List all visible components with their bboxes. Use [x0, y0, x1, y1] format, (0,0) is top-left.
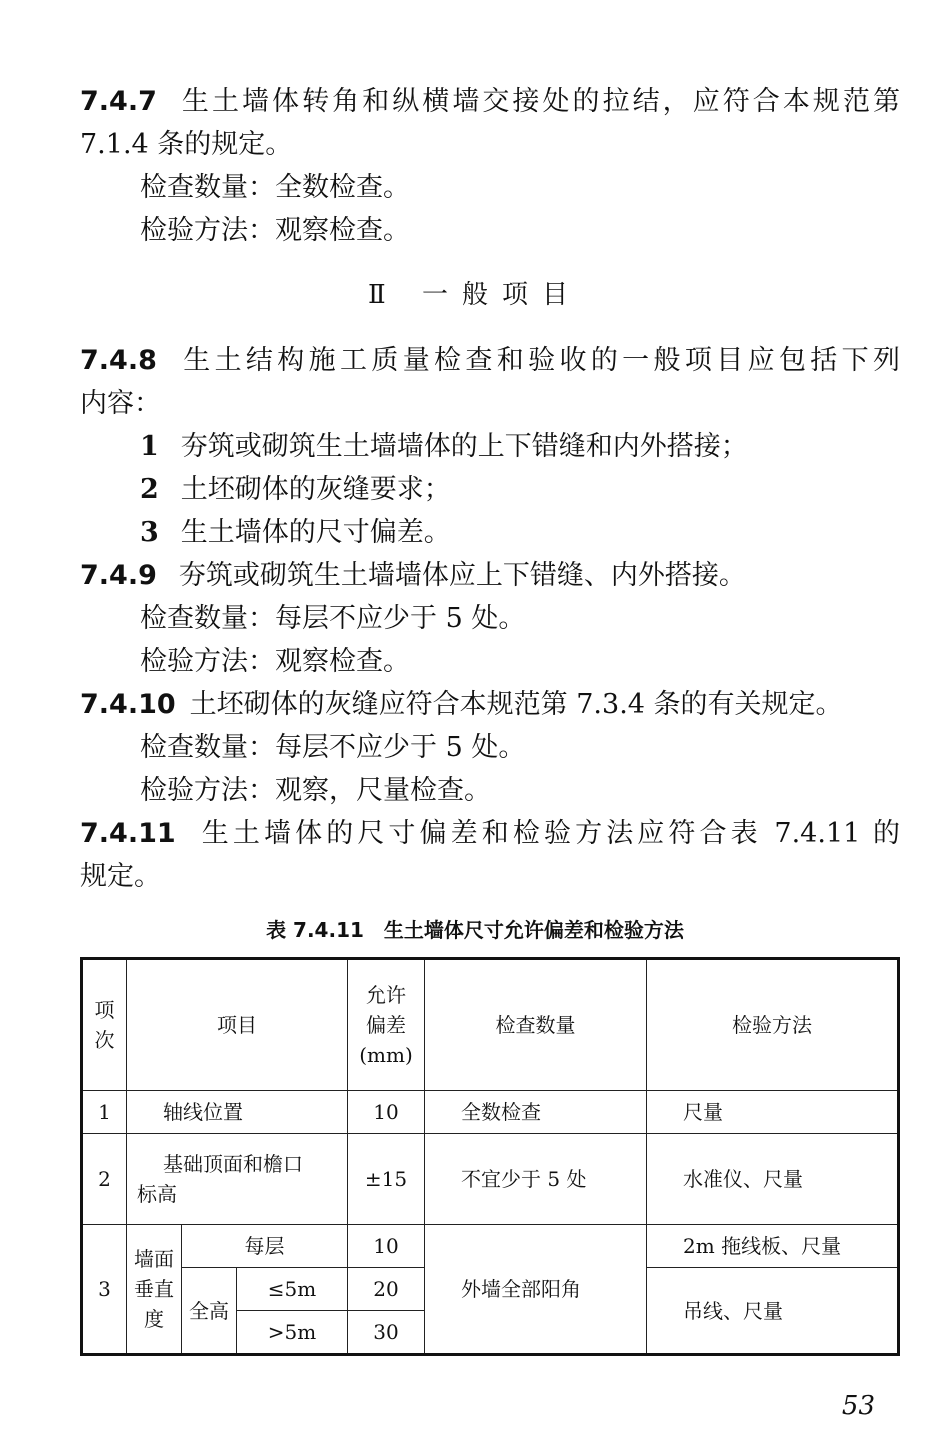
list-item-number: 1 — [140, 431, 159, 462]
clause-747-line2: 7.1.4 条的规定。 — [80, 129, 293, 160]
clause-text: 土坯砌体的灰缝应符合本规范第 7.3.4 条的有关规定。 — [189, 689, 843, 720]
section-heading: Ⅱ 一般项目 — [368, 280, 582, 310]
cell-quantity: 外墙全部阳角 — [425, 1225, 647, 1355]
clause-text: 生土墙体转角和纵横墙交接处的拉结，应符合本规范第 — [178, 86, 900, 117]
clause-text: 生土结构施工质量检查和验收的一般项目应包括下列 — [178, 345, 900, 376]
cell-group-l3: 度 — [144, 1307, 164, 1331]
cell-item-l2: 标高 — [137, 1182, 177, 1206]
header-tolerance-l1: 允许 — [366, 983, 407, 1007]
list-item — [140, 425, 900, 468]
check-method: 检验方法：观察检查。 — [140, 215, 410, 246]
clause-text: 生土墙体的尺寸偏差和检验方法应符合表 7.4.11 的 — [197, 818, 900, 849]
cell-no: 3 — [82, 1225, 127, 1355]
check-method: 检验方法：观察，尺量检查。 — [140, 775, 491, 806]
header-tolerance-l2: 偏差 — [366, 1013, 407, 1037]
header-item: 项目 — [127, 959, 348, 1091]
cell-no: 2 — [82, 1134, 127, 1225]
clause-text: 夯筑或砌筑生土墙墙体应上下错缝、内外搭接。 — [178, 560, 746, 591]
cell-method: 2m 拖线板、尺量 — [647, 1225, 899, 1268]
clause-number: 7.4.8 — [80, 345, 157, 376]
cell-full-height: 全高 — [182, 1268, 237, 1355]
cell-item: 轴线位置 — [127, 1091, 348, 1134]
page-number: 53 — [841, 1391, 875, 1421]
cell-tolerance: 20 — [348, 1268, 425, 1311]
clause-number: 7.4.11 — [80, 818, 176, 849]
table-header-row — [82, 959, 899, 1091]
list-item-text: 生土墙体的尺寸偏差。 — [180, 517, 451, 548]
list-item-number: 3 — [140, 517, 159, 548]
header-quantity: 检查数量 — [425, 959, 647, 1091]
clause-number: 7.4.10 — [80, 689, 176, 720]
clause-number: 7.4.9 — [80, 560, 157, 591]
clause-747-line1 — [80, 80, 900, 123]
list-item-text: 土坯砌体的灰缝要求； — [180, 474, 451, 505]
clause-748-line1 — [80, 339, 900, 382]
table-row — [82, 1225, 899, 1268]
clause-748-line2: 内容： — [80, 388, 161, 419]
table-row — [82, 1134, 899, 1225]
clause-7411-line2: 规定。 — [80, 861, 161, 892]
list-item — [140, 468, 900, 511]
cell-method: 尺量 — [647, 1091, 899, 1134]
clause-7410 — [80, 683, 900, 726]
check-method: 检验方法：观察检查。 — [140, 646, 410, 677]
cell-group — [127, 1225, 182, 1355]
table-title: 表 7.4.11 生土墙体尺寸允许偏差和检验方法 — [266, 918, 684, 942]
cell-tolerance: ±15 — [348, 1134, 425, 1225]
table-row — [82, 1091, 899, 1134]
cell-item-l1: 基础顶面和檐口 — [163, 1152, 303, 1176]
header-no-text: 项次 — [94, 998, 115, 1052]
cell-le5: ≤5m — [237, 1268, 348, 1311]
cell-tolerance: 30 — [348, 1311, 425, 1355]
clause-7411-line1 — [80, 812, 900, 855]
clause-number: 7.4.7 — [80, 86, 157, 117]
check-quantity: 检查数量：全数检查。 — [140, 172, 410, 203]
cell-method: 水准仪、尺量 — [647, 1134, 899, 1225]
header-no — [82, 959, 127, 1091]
clause-749 — [80, 554, 900, 597]
cell-item — [127, 1134, 348, 1225]
cell-per-floor: 每层 — [182, 1225, 348, 1268]
list-item-text: 夯筑或砌筑生土墙墙体的上下错缝和内外搭接； — [180, 431, 748, 462]
tolerance-table — [80, 957, 900, 1356]
header-tolerance-l3: (mm) — [359, 1043, 413, 1067]
header-method: 检验方法 — [647, 959, 899, 1091]
cell-quantity: 不宜少于 5 处 — [425, 1134, 647, 1225]
check-quantity: 检查数量：每层不应少于 5 处。 — [140, 732, 526, 763]
cell-quantity: 全数检查 — [425, 1091, 647, 1134]
cell-group-l1: 墙面 — [134, 1247, 174, 1271]
cell-tolerance: 10 — [348, 1225, 425, 1268]
cell-group-l2: 垂直 — [134, 1277, 174, 1301]
list-item — [140, 511, 900, 554]
cell-no: 1 — [82, 1091, 127, 1134]
list-item-number: 2 — [140, 474, 159, 505]
header-tolerance — [348, 959, 425, 1091]
cell-method: 吊线、尺量 — [647, 1268, 899, 1355]
cell-gt5: >5m — [237, 1311, 348, 1355]
check-quantity: 检查数量：每层不应少于 5 处。 — [140, 603, 526, 634]
cell-tolerance: 10 — [348, 1091, 425, 1134]
